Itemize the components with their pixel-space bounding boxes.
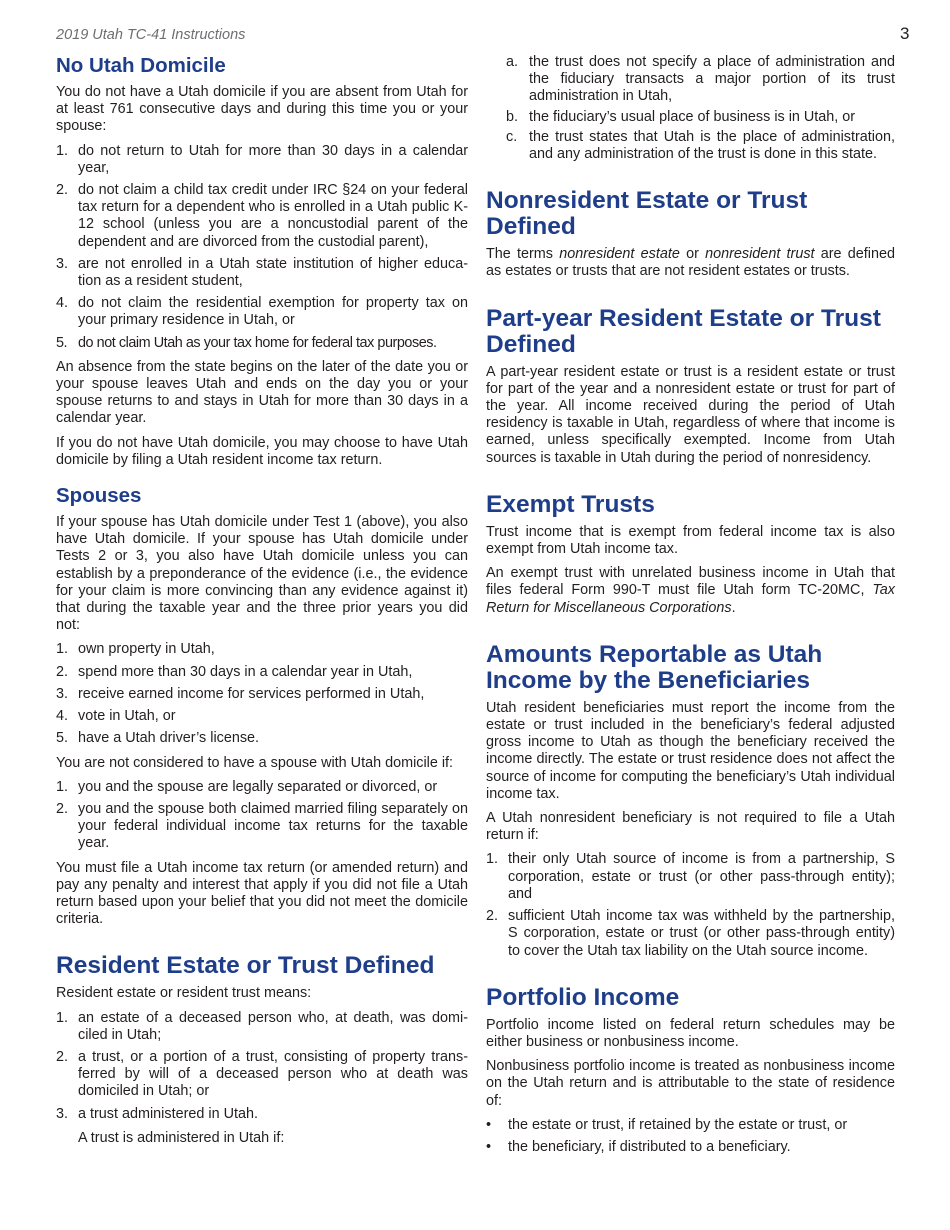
- heading-no-utah-domicile: No Utah Domicile: [56, 54, 226, 77]
- not-considered-list: [56, 779, 468, 853]
- heading-exempt-trusts: Exempt Trusts: [486, 490, 655, 518]
- list-number: 2.: [56, 1048, 69, 1065]
- list-item-text: sufficient Utah income tax was withheld by the partnership, S corporation, estate or trust (or other pass-through entity) to cover the Utah tax liability on the Utah source income.: [508, 908, 895, 959]
- portfolio-paragraph-1: Portfolio income listed on federal return schedules may be either business or nonbusiness income.: [486, 1016, 895, 1050]
- heading-nonresident-estate: Nonresident Estate or Trust Defined: [486, 187, 808, 241]
- list-item: [486, 851, 895, 903]
- list-item: [56, 1049, 468, 1101]
- list-item: [486, 908, 895, 960]
- list-item-text: the trust does not specify a place of administration and the fiduciary transacts a major portion of its trust administration in Utah,: [529, 54, 895, 105]
- list-number: 3.: [56, 685, 69, 702]
- list-number: 2.: [56, 182, 69, 199]
- list-number: 5.: [56, 730, 69, 747]
- list-item-text: you and the spouse are legally separated or divorced, or: [78, 778, 438, 795]
- list-item: [56, 708, 468, 725]
- heading-part-year-resident: Part-year Resident Estate or Trust Defined: [486, 304, 881, 358]
- list-item: [56, 664, 468, 681]
- list-item-text: do not return to Utah for more than 30 days in a calendar year,: [78, 142, 468, 176]
- no-domicile-intro: You do not have a Utah domicile if you are absent from Utah for at least 761 consecutive days and during this time you or your spouse:: [56, 84, 468, 135]
- list-item: [506, 109, 895, 126]
- not-considered-paragraph: You are not considered to have a spouse with Utah domicile if:: [56, 754, 454, 771]
- list-number: 1.: [486, 851, 499, 868]
- list-number: 3.: [56, 1105, 69, 1122]
- page-header-title: 2019 Utah TC-41 Instructions: [56, 27, 246, 43]
- must-file-paragraph: You must file a Utah income tax return (or amended return) and pay any penalty and interest that apply if you did not file a Utah return based upon your belief that you did not meet the domicile criteria.: [56, 859, 468, 928]
- list-item-text: an estate of a deceased person who, at death, was domi-ciled in Utah;: [78, 1009, 468, 1043]
- list-item-text: the estate or trust, if retained by the estate or trust, or: [508, 1116, 848, 1133]
- amounts-list: [486, 851, 895, 959]
- amounts-paragraph-2: A Utah nonresident beneficiary is not required to file a Utah return if:: [486, 810, 895, 844]
- list-item-text: spend more than 30 days in a calendar year in Utah,: [78, 663, 413, 680]
- resident-list: [56, 1010, 468, 1123]
- list-letter: b.: [506, 108, 519, 125]
- list-item: [486, 1117, 895, 1134]
- right-column: [486, 54, 895, 1163]
- no-domicile-list: [56, 143, 468, 352]
- list-item: [506, 129, 895, 163]
- list-number: 1.: [56, 1009, 69, 1026]
- list-number: 4.: [56, 295, 69, 312]
- list-item-text: do not claim Utah as your tax home for federal tax purposes.: [78, 334, 437, 351]
- heading-spouses: Spouses: [56, 484, 142, 508]
- exempt-paragraph-2: An exempt trust with unrelated business income in Utah that files federal Form 990-T must file Utah form TC-20MC, Tax Return for Miscellaneous Corporations.: [486, 565, 895, 616]
- list-item-text: the fiduciary’s usual place of business is in Utah, or: [529, 108, 856, 125]
- list-number: 1.: [56, 641, 69, 658]
- spouses-list: [56, 641, 468, 747]
- administered-paragraph: A trust is administered in Utah if:: [78, 1129, 285, 1146]
- list-item: [56, 1010, 468, 1044]
- portfolio-bullets: [486, 1117, 895, 1156]
- bullet-icon: •: [486, 1116, 492, 1133]
- list-item-text: a trust, or a portion of a trust, consisting of property trans-ferred by will of a deceased person who at death was domiciled in Utah; or: [78, 1048, 468, 1100]
- list-item: [56, 801, 468, 853]
- list-item-text: do not claim the residential exemption for property tax on your primary residence in Utah, or: [78, 295, 468, 329]
- list-number: 1.: [56, 778, 69, 795]
- list-item: [56, 182, 468, 251]
- list-number: 3.: [56, 255, 69, 272]
- administered-sublist: [506, 54, 895, 163]
- list-number: 4.: [56, 708, 69, 725]
- bullet-icon: •: [486, 1138, 492, 1155]
- list-item: [486, 1139, 895, 1156]
- list-item: [56, 1106, 468, 1123]
- absence-paragraph: An absence from the state begins on the later of the date you or your spouse leaves Utah and ends on the day you or your spouse returns to and stays in Utah for more than 30 days in a calendar year.: [56, 358, 468, 427]
- list-item: [56, 686, 468, 703]
- list-item: [56, 143, 468, 177]
- heading-amounts-reportable: Amounts Reportable as Utah Income by the Beneficiaries: [486, 640, 823, 694]
- list-item-text: the trust states that Utah is the place of administration, and any administration of the trust is done in this state.: [529, 128, 895, 163]
- list-item-text: the beneficiary, if distributed to a beneficiary.: [508, 1138, 791, 1155]
- list-number: 1.: [56, 142, 69, 159]
- list-item: [56, 730, 468, 747]
- nonresident-paragraph: The terms nonresident estate or nonresident trust are defined as estates or trusts that are not resident estates or trusts.: [486, 246, 895, 280]
- list-item-text: have a Utah driver’s license.: [78, 730, 260, 747]
- left-column: [56, 54, 468, 1154]
- resident-intro: Resident estate or resident trust means:: [56, 985, 312, 1002]
- amounts-paragraph-1: Utah resident beneficiaries must report the income from the estate or trust included in the beneficiary’s federal adjusted gross income to Utah as though the beneficiary received the income directly. The estate or trust residence does not affect the source of income for computing the beneficiary’s Utah individual income tax.: [486, 699, 895, 802]
- list-item: [56, 295, 468, 329]
- list-item-text: own property in Utah,: [78, 641, 215, 658]
- list-item: [56, 256, 468, 290]
- list-item-text: you and the spouse both claimed married filing separately on your federal individual income tax returns for the taxable year.: [78, 800, 468, 852]
- list-item-text: are not enrolled in a Utah state institution of higher educa-tion as a resident student,: [78, 255, 468, 290]
- portfolio-paragraph-2: Nonbusiness portfolio income is treated as nonbusiness income on the Utah return and is attributable to the state of residence of:: [486, 1058, 895, 1109]
- heading-portfolio-income: Portfolio Income: [486, 983, 680, 1011]
- page-number: 3: [900, 24, 910, 43]
- exempt-paragraph-1: Trust income that is exempt from federal income tax is also exempt from Utah income tax.: [486, 523, 895, 558]
- list-item-text: a trust administered in Utah.: [78, 1105, 258, 1122]
- list-item: [56, 641, 468, 658]
- list-letter: a.: [506, 54, 519, 70]
- list-item-text: their only Utah source of income is from a partnership, S corporation, estate or trust (or other pass-through entity); and: [508, 851, 895, 902]
- list-letter: c.: [506, 128, 518, 145]
- list-item-text: do not claim a child tax credit under IRC §24 on your federal tax return for a dependent who is enrolled in a Utah public K-12 school (unless you are a noncustodial parent of the dependent and are divorced from the custodial parent),: [78, 182, 468, 250]
- list-item: [506, 54, 895, 106]
- spouses-intro: If your spouse has Utah domicile under Test 1 (above), you also have Utah domicile. If your spouse has Utah domicile under Tests 2 or 3, you also have Utah domicile unless you can establish by a preponderance of the evidence (i.e., the evidence for your claim is more convincing than any evidence against it) that during the taxable year and the three prior years you did not:: [56, 514, 468, 634]
- part-year-paragraph: A part-year resident estate or trust is a resident estate or trust for part of the year and a nonresident estate or trust for part of the year. All income received during the period of Utah residency is taxable in Utah, regardless of where that income is earned, unless specifically exempted. Income from Utah sources is taxable in Utah during the period of nonresidency.: [486, 363, 895, 466]
- list-number: 2.: [56, 800, 69, 817]
- list-item-text: vote in Utah, or: [78, 708, 176, 725]
- heading-resident-estate: Resident Estate or Trust Defined: [56, 952, 435, 980]
- list-item: [56, 335, 468, 352]
- list-item-text: receive earned income for services performed in Utah,: [78, 685, 425, 702]
- choose-domicile-paragraph: If you do not have Utah domicile, you may choose to have Utah domicile by filing a Utah resident income tax return.: [56, 434, 468, 468]
- list-number: 2.: [486, 908, 499, 925]
- list-number: 5.: [56, 334, 68, 351]
- list-item: [56, 779, 468, 796]
- list-number: 2.: [56, 663, 69, 680]
